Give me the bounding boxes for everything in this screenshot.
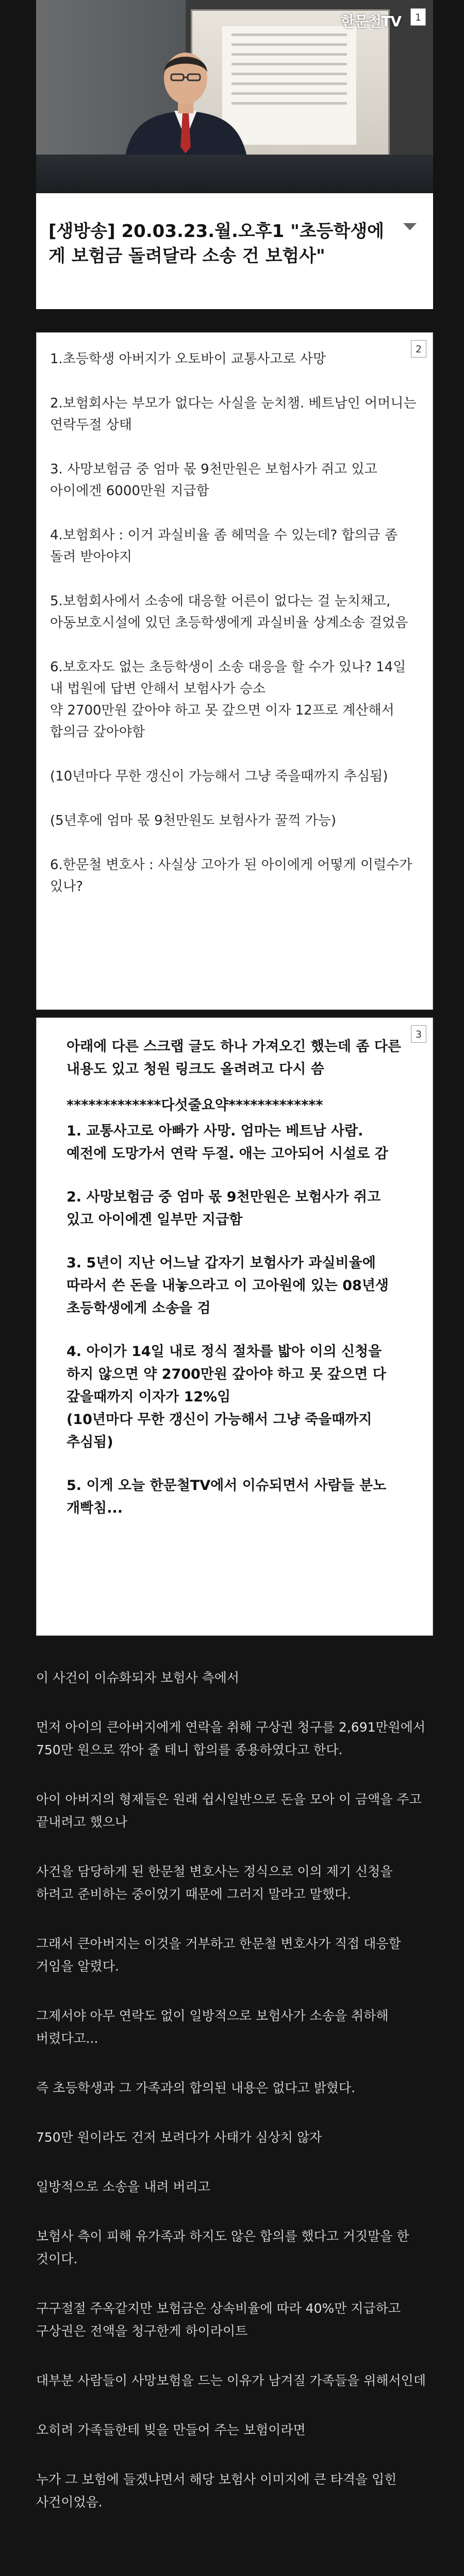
summary-panel [36,332,433,1010]
article-paragraph: 먼저 아이의 큰아버지에게 연락을 취해 구상권 청구를 2,691만원에서 750만 원으로 깎아 줄 테니 합의를 종용하였다고 한다. [36,1720,426,1757]
article-paragraph: 일방적으로 소송을 내려 버리고 [36,2179,210,2194]
summary-intro: 아래에 다른 스크랩 글도 하나 가져오긴 했는데 좀 다른 내용도 있고 청원 링크도 올려려고 다시 씀 [67,1039,402,1077]
five-line-summary [67,1036,407,1540]
chevron-down-icon[interactable] [403,223,417,230]
summary-header: *************다섯줄요약************* [67,1097,323,1113]
video-post-panel [36,0,433,309]
list-item: 5.보험회사에서 소송에 대응할 어른이 없다는 걸 눈치채고, 아동보호시설에 있던 초등학생에게 과실비율 상계소송 걸었음 [50,594,408,631]
article-body [36,1667,433,2540]
channel-logo: 한문철TV [341,13,401,30]
article-paragraph: 사건을 담당하게 된 한문철 변호사는 정식으로 이의 제기 신청을 하려고 준비하는 중이었기 때문에 그러지 말라고 말했다. [36,1864,393,1902]
panel-number-badge: 1 [410,8,426,26]
list-item: (5년후에 엄마 몫 9천만원도 보험사가 꿀꺽 가능) [50,813,337,828]
list-item: 5. 이게 오늘 한문철TV에서 이슈되면서 사람들 분노 개빡침... [67,1478,387,1516]
list-item: (10년마다 무한 갱신이 가능해서 그냥 죽을때까지 추심됨) [50,769,388,784]
presenter-figure [113,36,258,165]
list-item: 4.보험회사 : 이거 과실비율 좀 헤먹을 수 있는데? 합의금 좀 돌려 받아야지 [50,528,398,565]
article-paragraph: 보험사 측이 피해 유가족과 하지도 않은 합의를 했다고 거짓말을 한 것이다. [36,2229,409,2266]
list-item: 3. 5년이 지난 어느날 갑자기 보험사가 과실비율에 따라서 쓴 돈을 내놓으라고 이 고아원에 있는 08년생 초등학생에게 소송을 검 [67,1255,389,1316]
summary-list [50,348,421,920]
video-title-bar[interactable] [36,193,433,309]
list-item: 2.보험회사는 부모가 없다는 사실을 눈치챔. 베트남인 어머니는 연락두절 상태 [50,396,417,433]
article-paragraph: 그제서야 아무 연락도 없이 일방적으로 보험사가 소송을 취하해 버렸다고... [36,2008,389,2046]
article-paragraph: 누가 그 보험에 들겠냐면서 해당 보험사 이미지에 큰 타격을 입힌 사건이었음. [36,2472,397,2510]
article-paragraph: 그래서 큰아버지는 이것을 거부하고 한문철 변호사가 직접 대응할 거임을 알렸다. [36,1936,401,1974]
list-item: 6.보호자도 없는 초등학생이 소송 대응을 할 수가 있나? 14일 내 법원에 답변 안해서 보험사가 승소 약 2700만원 갚아야 하고 못 갚으면 이자 12프로 계산해서 합의금 갚아야함 [50,659,406,740]
list-item: 1. 교통사고로 아빠가 사망. 엄마는 베트남 사람. 예전에 도망가서 연락 두절. 애는 고아되어 시설로 감 [67,1123,388,1162]
list-item: 2. 사망보험금 중 엄마 몫 9천만원은 보험사가 쥐고 있고 아이에겐 일부만 지급함 [67,1189,381,1228]
article-paragraph: 750만 원이라도 건저 보려다가 사태가 심상치 않자 [36,2130,322,2145]
video-thumbnail[interactable] [36,0,433,193]
panel-number-badge: 2 [411,340,426,358]
article-paragraph: 오히려 가족들한테 빚을 만들어 주는 보험이라면 [36,2422,306,2437]
list-item: 1.초등학생 아버지가 오토바이 교통사고로 사망 [50,351,326,367]
article-paragraph: 아이 아버지의 형제들은 원래 쉽시일반으로 돈을 모아 이 금액을 주고 끝내려고 했으나 [36,1792,422,1829]
panel-number-badge: 3 [411,1025,426,1043]
five-line-summary-panel [36,1018,433,1636]
list-item: 6.한문철 변호사 : 사실상 고아가 된 아이에게 어떻게 이럴수가 있나? [50,857,412,894]
list-item: 3. 사망보험금 중 엄마 몫 9천만원은 보험사가 쥐고 있고 아이에겐 6000만원 지급함 [50,462,377,499]
article-paragraph: 즉 초등학생과 그 가족과의 합의된 내용은 없다고 밝혔다. [36,2080,356,2095]
list-item: 4. 아이가 14일 내로 정식 절차를 밟아 이의 신청을 하지 않으면 약 2700만원 갚아야 하고 못 갚으면 다 갚을때까지 이자가 12%임 (10년마다 무한 갱신이 가능해서 그냥 죽을때까지 추심됨) [67,1344,386,1450]
article-paragraph: 대부분 사람들이 사망보험을 드는 이유가 남겨질 가족들을 위해서인데 [36,2373,426,2388]
article-paragraph: 구구절절 주옥같지만 보험금은 상속비율에 따라 40%만 지급하고 구상권은 전액을 청구한게 하이라이트 [36,2301,401,2338]
article-paragraph: 이 사건이 이슈화되자 보험사 측에서 [36,1670,240,1685]
video-title: [생방송] 20.03.23.월.오후1 "초등학생에게 보험금 돌려달라 소송 건 보험사" [48,221,385,266]
